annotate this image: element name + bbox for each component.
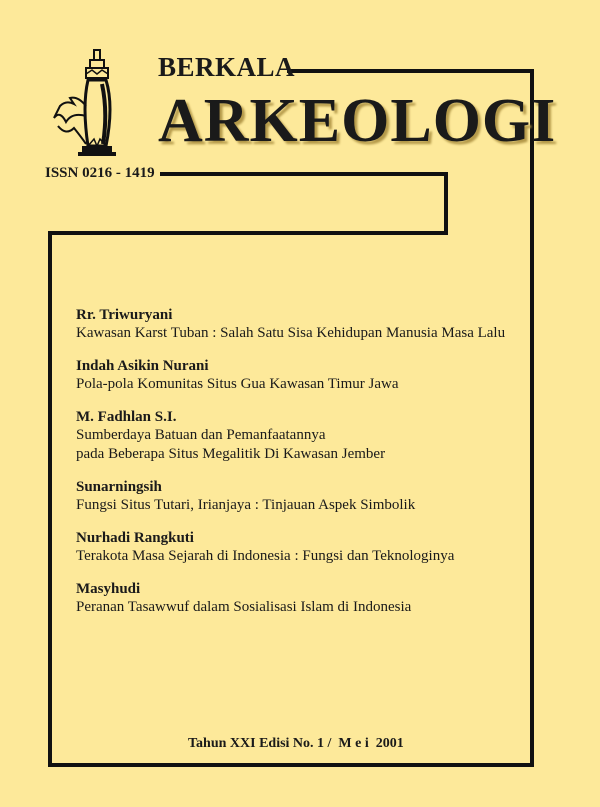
notch-right-line [444,172,448,234]
frame-left-line [48,231,52,767]
article-entry [76,478,526,515]
article-entry [76,408,526,464]
article-title: Pola-pola Komunitas Situs Gua Kawasan Timur Jawa [76,376,399,392]
article-entry [76,306,526,343]
frame-right-line [530,69,534,766]
article-title: Terakota Masa Sejarah di Indonesia : Fungsi dan Teknologinya [76,548,455,564]
article-author: Masyhudi [76,581,141,597]
journal-prefix: BERKALA [158,52,296,82]
article-title: Fungsi Situs Tutari, Irianjaya : Tinjauan Aspek Simbolik [76,497,416,513]
issn-label: ISSN 0216 - 1419 [45,165,155,181]
article-author: M. Fadhlan S.I. [76,409,177,425]
candi-naga-emblem-icon [52,46,142,166]
article-entry [76,580,526,617]
article-entry [76,529,526,566]
frame-bottom-line [48,763,534,767]
notch-bottom-line [48,231,448,235]
table-of-contents [76,306,526,631]
article-author: Nurhadi Rangkuti [76,530,194,546]
frame-top-line [287,69,533,73]
edition-label: Tahun XXI Edisi No. 1 / M e i 2001 [188,736,404,751]
article-title: Peranan Tasawwuf dalam Sosialisasi Islam di Indonesia [76,599,412,615]
article-title: Kawasan Karst Tuban : Salah Satu Sisa Kehidupan Manusia Masa Lalu [76,325,506,341]
notch-top-line [160,172,447,176]
journal-title: ARKEOLOGI [158,87,557,155]
article-author: Rr. Triwuryani [76,307,173,323]
article-title-line2: pada Beberapa Situs Megalitik Di Kawasan Jember [76,446,386,462]
article-author: Indah Asikin Nurani [76,358,209,374]
article-entry [76,357,526,394]
article-title: Sumberdaya Batuan dan Pemanfaatannya [76,427,326,443]
article-author: Sunarningsih [76,479,162,495]
